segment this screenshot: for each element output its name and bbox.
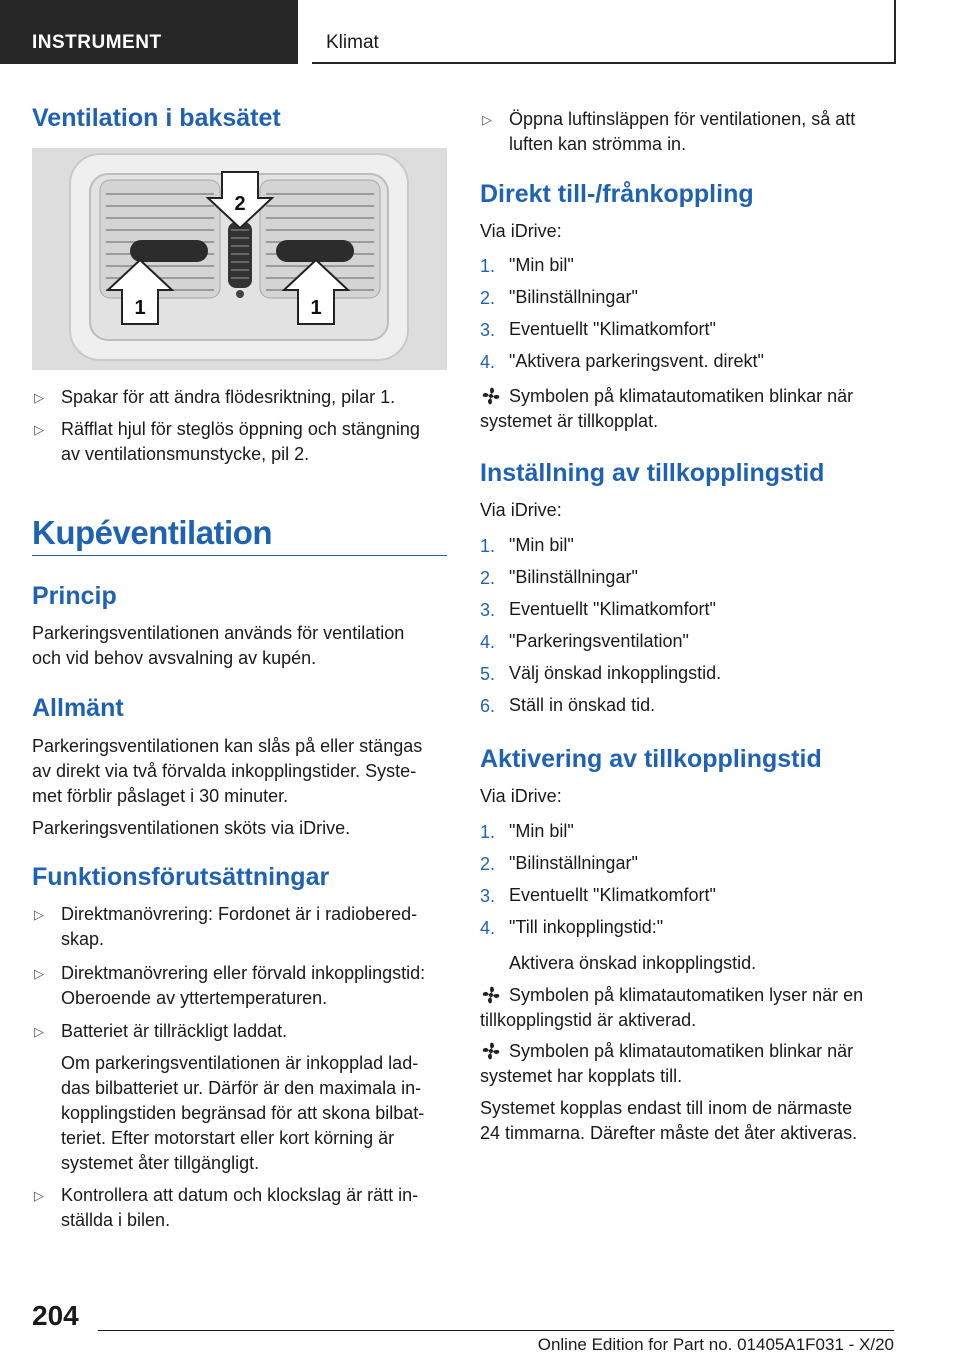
allmant-line-2: av direkt via två förvalda inkopplingstider. Syste- xyxy=(32,761,417,781)
rear-bullet-2: Räfflat hjul för steglös öppning och stängning xyxy=(61,419,420,439)
main-title: Kupéventilation xyxy=(32,514,273,551)
funk-line-3: Direktmanövrering eller förvald inkopplingstid: xyxy=(61,963,426,983)
direkt-title: Direkt till-/frånkoppling xyxy=(480,180,754,208)
princip-line-1: Parkeringsventilationen används för ventilation xyxy=(32,623,405,643)
title-underline xyxy=(32,555,447,556)
direkt-step-2: "Bilinställningar" xyxy=(509,287,638,307)
step-number: 2. xyxy=(480,568,496,588)
triangle-bullet-icon: ▷ xyxy=(34,1024,44,1039)
funk-line-11: Kontrollera att datum och klockslag är rätt in- xyxy=(61,1185,419,1205)
funk-line-2: skap. xyxy=(61,929,105,949)
inst-step-6: Ställ in önskad tid. xyxy=(509,695,656,715)
inst-step-3: Eventuellt "Klimatkomfort" xyxy=(509,599,716,619)
funk-line-10: systemet åter tillgängligt. xyxy=(61,1153,260,1173)
step-number: 3. xyxy=(480,320,496,340)
fan-icon xyxy=(480,385,502,407)
allmant-title: Allmänt xyxy=(32,694,124,722)
final-line-1: Systemet kopplas endast till inom de närmaste xyxy=(480,1098,853,1118)
triangle-bullet-icon: ▷ xyxy=(34,966,44,981)
via-idrive-3: Via iDrive: xyxy=(480,786,562,806)
via-idrive-2: Via iDrive: xyxy=(480,500,562,520)
rear-bullet-2-cont: av ventilationsmunstycke, pil 2. xyxy=(61,444,310,464)
funk-line-5: Batteriet är tillräckligt laddat. xyxy=(61,1021,288,1041)
step-number: 4. xyxy=(480,352,496,372)
via-idrive-1: Via iDrive: xyxy=(480,221,562,241)
akt-title: Aktivering av tillkopplingstid xyxy=(480,745,822,773)
princip-line-2: och vid behov avsvalning av kupén. xyxy=(32,648,317,668)
step-number: 4. xyxy=(480,918,496,938)
princip-title: Princip xyxy=(32,582,117,610)
note2-line-2: systemet har kopplats till. xyxy=(480,1066,683,1086)
figure-label-2: 2 xyxy=(234,193,246,215)
akt-step-2: "Bilinställningar" xyxy=(509,853,638,873)
open-line-2: luften kan strömma in. xyxy=(509,134,687,154)
funk-line-9: teriet. Efter motorstart eller kort körning är xyxy=(61,1128,395,1148)
funk-line-12: ställda i bilen. xyxy=(61,1210,171,1230)
step-number: 2. xyxy=(480,288,496,308)
inst-step-4: "Parkeringsventilation" xyxy=(509,631,689,651)
triangle-bullet-icon: ▷ xyxy=(34,422,44,437)
funk-line-8: kopplingstiden begränsad för att skona bilbat- xyxy=(61,1103,425,1123)
page-number: 204 xyxy=(32,1300,79,1331)
rear-vent-title: Ventilation i baksätet xyxy=(32,104,281,132)
step-number: 6. xyxy=(480,696,496,716)
step-number: 1. xyxy=(480,256,496,276)
direkt-step-1: "Min bil" xyxy=(509,255,574,275)
note1-line-1: Symbolen på klimatautomatiken lyser när en xyxy=(509,985,864,1005)
akt-sub: Aktivera önskad inkopplingstid. xyxy=(509,953,757,973)
rear-vent-photo xyxy=(32,148,447,370)
funk-line-1: Direktmanövrering: Fordonet är i radiobered- xyxy=(61,904,418,924)
funk-title: Funktionsförutsättningar xyxy=(32,863,330,891)
triangle-bullet-icon: ▷ xyxy=(34,907,44,922)
inst-step-2: "Bilinställningar" xyxy=(509,567,638,587)
direkt-note-1: Symbolen på klimatautomatiken blinkar när xyxy=(509,386,854,406)
funk-line-6: Om parkeringsventilationen är inkopplad lad- xyxy=(61,1053,419,1073)
triangle-bullet-icon: ▷ xyxy=(482,112,492,127)
step-number: 3. xyxy=(480,886,496,906)
direkt-note-2: systemet är tillkopplat. xyxy=(480,411,659,431)
funk-line-7: das bilbatteriet ur. Därför är den maximala in- xyxy=(61,1078,422,1098)
akt-step-3: Eventuellt "Klimatkomfort" xyxy=(509,885,716,905)
final-line-2: 24 timmarna. Därefter måste det åter aktiveras. xyxy=(480,1123,858,1143)
triangle-bullet-icon: ▷ xyxy=(34,390,44,405)
note2-line-1: Symbolen på klimatautomatiken blinkar när xyxy=(509,1041,854,1061)
inst-title: Inställning av tillkopplingstid xyxy=(480,459,825,487)
triangle-bullet-icon: ▷ xyxy=(34,1188,44,1203)
figure-label-1-right: 1 xyxy=(310,297,322,319)
rear-bullet-1: Spakar för att ändra flödesriktning, pilar 1. xyxy=(61,387,396,407)
step-number: 4. xyxy=(480,632,496,652)
fan-icon xyxy=(480,1040,502,1062)
footer-rule xyxy=(98,1330,894,1331)
step-number: 3. xyxy=(480,600,496,620)
step-number: 2. xyxy=(480,854,496,874)
step-number: 1. xyxy=(480,536,496,556)
figure-label-1-left: 1 xyxy=(134,297,146,319)
rear-vent-illustration xyxy=(32,148,447,370)
direkt-step-4: "Aktivera parkeringsvent. direkt" xyxy=(509,351,764,371)
direkt-step-3: Eventuellt "Klimatkomfort" xyxy=(509,319,716,339)
akt-step-4: "Till inkopplingstid:" xyxy=(509,917,664,937)
allmant-line-1: Parkeringsventilationen kan slås på eller stängas xyxy=(32,736,423,756)
funk-line-4: Oberoende av yttertemperaturen. xyxy=(61,988,328,1008)
allmant-line-3: met förblir påslaget i 30 minuter. xyxy=(32,786,289,806)
step-number: 5. xyxy=(480,664,496,684)
header-chapter: Klimat xyxy=(312,0,896,64)
allmant-line-4: Parkeringsventilationen sköts via iDrive. xyxy=(32,818,351,838)
step-number: 1. xyxy=(480,822,496,842)
fan-icon xyxy=(480,984,502,1006)
inst-step-1: "Min bil" xyxy=(509,535,574,555)
inst-step-5: Välj önskad inkopplingstid. xyxy=(509,663,722,683)
note1-line-2: tillkopplingstid är aktiverad. xyxy=(480,1010,697,1030)
akt-step-1: "Min bil" xyxy=(509,821,574,841)
footer-edition: Online Edition for Part no. 01405A1F031 - X/20 xyxy=(537,1335,894,1354)
open-line-1: Öppna luftinsläppen för ventilationen, så att xyxy=(509,109,856,129)
header-section: INSTRUMENT xyxy=(0,0,298,64)
